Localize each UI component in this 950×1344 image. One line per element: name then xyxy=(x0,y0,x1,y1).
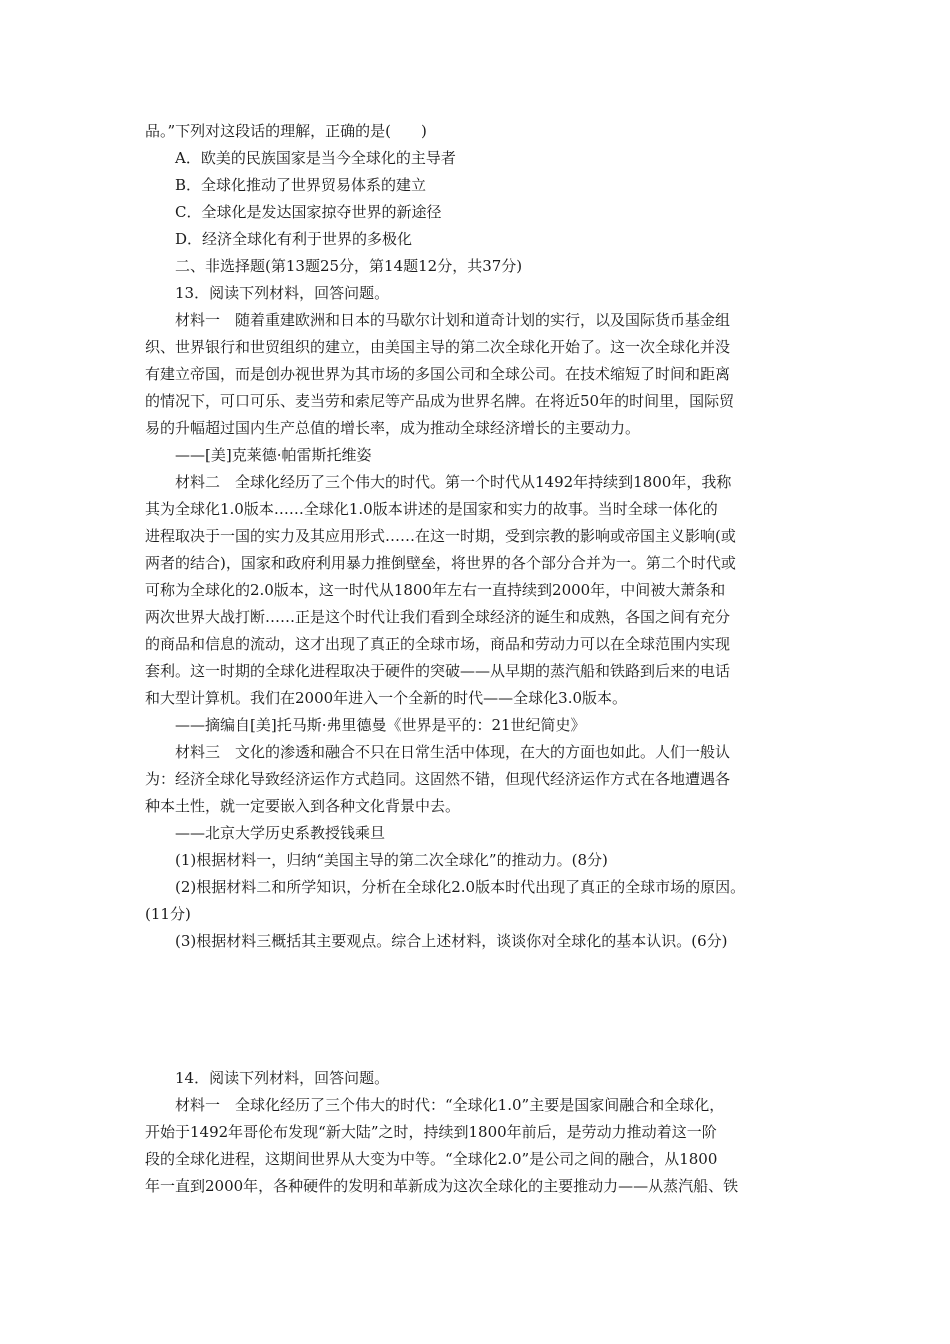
q14-material-1-line: 年一直到2000年，各种硬件的发明和革新成为这次全球化的主要推动力——从蒸汽船、铁 xyxy=(145,1177,739,1195)
q13-subquestion-3: (3)根据材料三概括其主要观点。综合上述材料，谈谈你对全球化的基本认识。(6分) xyxy=(175,932,728,950)
question-14-stem: 14．阅读下列材料，回答问题。 xyxy=(175,1069,390,1087)
q13-material-1-line: 织、世界银行和世贸组织的建立，由美国主导的第二次全球化开始了。这一次全球化并没 xyxy=(145,338,731,356)
q13-material-2-line: 两者的结合)，国家和政府利用暴力推倒壁垒，将世界的各个部分合并为一。第二个时代或 xyxy=(145,554,736,572)
q13-material-3-source: ——北京大学历史系教授钱乘旦 xyxy=(175,824,386,842)
q13-material-1-line: 材料一 随着重建欧洲和日本的马歇尔计划和道奇计划的实行，以及国际货币基金组 xyxy=(175,311,731,329)
q13-material-2-source: ——摘编自[美]托马斯·弗里德曼《世界是平的：21世纪简史》 xyxy=(175,716,586,734)
q13-subquestion-2-score: (11分) xyxy=(145,905,191,923)
option-c: C．全球化是发达国家掠夺世界的新途径 xyxy=(175,203,442,221)
q13-material-2-line: 可称为全球化的2.0版本，这一时代从1800年左右一直持续到2000年，中间被大萧条和 xyxy=(145,581,726,599)
q13-material-2-line: 材料二 全球化经历了三个伟大的时代。第一个时代从1492年持续到1800年，我称 xyxy=(175,473,732,491)
q13-material-1-line: 易的升幅超过国内生产总值的增长率，成为推动全球经济增长的主要动力。 xyxy=(145,419,641,437)
document-body xyxy=(145,118,825,1200)
q13-subquestion-1: (1)根据材料一，归纳“美国主导的第二次全球化”的推动力。(8分) xyxy=(175,851,608,869)
q14-material-1-line: 段的全球化进程，这期间世界从大变为中等。“全球化2.0”是公司之间的融合，从1800 xyxy=(145,1150,718,1168)
q14-material-1-line: 开始于1492年哥伦布发现“新大陆”之时，持续到1800年前后，是劳动力推动着这一阶 xyxy=(145,1123,717,1141)
answer-space xyxy=(145,955,825,1065)
option-a: A．欧美的民族国家是当今全球化的主导者 xyxy=(175,149,456,167)
option-d: D．经济全球化有利于世界的多极化 xyxy=(175,230,413,248)
q13-material-1-line: 的情况下，可口可乐、麦当劳和索尼等产品成为世界名牌。在将近50年的时间里，国际贸 xyxy=(145,392,735,410)
question-13-stem: 13．阅读下列材料，回答问题。 xyxy=(175,284,390,302)
q13-material-1-source: ——[美]克莱德·帕雷斯托维姿 xyxy=(175,446,372,464)
q13-material-2-line: 套利。这一时期的全球化进程取决于硬件的突破——从早期的蒸汽船和铁路到后来的电话 xyxy=(145,662,731,680)
q13-material-2-line: 两次世界大战打断……正是这个时代让我们看到全球经济的诞生和成熟，各国之间有充分 xyxy=(145,608,731,626)
q13-material-2-line: 的商品和信息的流动，这才出现了真正的全球市场，商品和劳动力可以在全球范围内实现 xyxy=(145,635,731,653)
q14-material-1-line: 材料一 全球化经历了三个伟大的时代：“全球化1.0”主要是国家间融合和全球化， xyxy=(175,1096,725,1114)
q13-material-1-line: 有建立帝国，而是创办视世界为其市场的多国公司和全球公司。在技术缩短了时间和距离 xyxy=(145,365,731,383)
option-b: B．全球化推动了世界贸易体系的建立 xyxy=(175,176,427,194)
q13-material-2-line: 和大型计算机。我们在2000年进入一个全新的时代——全球化3.0版本。 xyxy=(145,689,628,707)
q13-material-3-line: 种本土性，就一定要嵌入到各种文化背景中去。 xyxy=(145,797,461,815)
q13-subquestion-2: (2)根据材料二和所学知识，分析在全球化2.0版本时代出现了真正的全球市场的原因。 xyxy=(175,878,746,896)
section-heading: 二、非选择题(第13题25分，第14题12分，共37分) xyxy=(175,257,523,275)
q13-material-2-line: 进程取决于一国的实力及其应用形式……在这一时期，受到宗教的影响或帝国主义影响(或 xyxy=(145,527,736,545)
q13-material-2-line: 其为全球化1.0版本……全球化1.0版本讲述的是国家和实力的故事。当时全球一体化的 xyxy=(145,500,718,518)
question-12-tail: 品。”下列对这段话的理解，正确的是( ) xyxy=(145,122,427,140)
q13-material-3-line: 为：经济全球化导致经济运作方式趋同。这固然不错，但现代经济运作方式在各地遭遇各 xyxy=(145,770,731,788)
q13-material-3-line: 材料三 文化的渗透和融合不只在日常生活中体现，在大的方面也如此。人们一般认 xyxy=(175,743,731,761)
